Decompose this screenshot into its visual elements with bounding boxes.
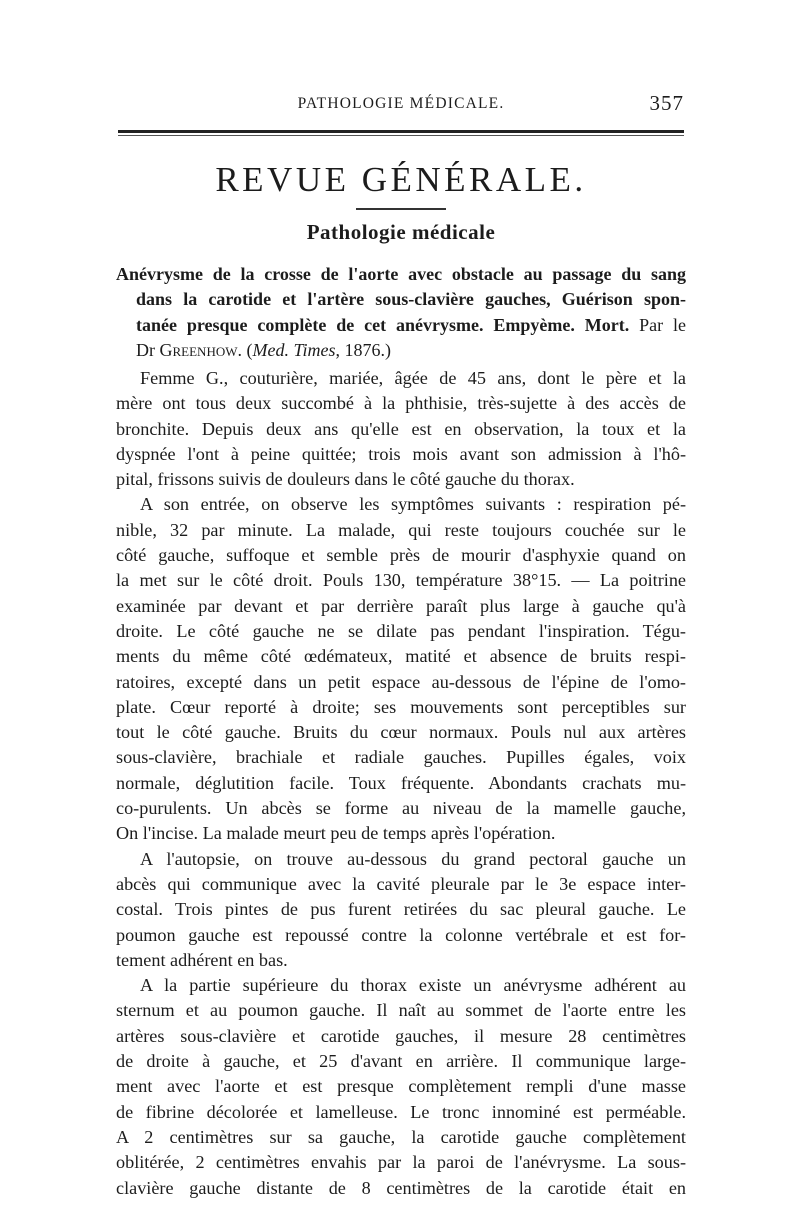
paragraph: [116, 973, 686, 1201]
text-line: Femme G., couturière, mariée, âgée de 45 ans, dont le père et la: [140, 368, 686, 388]
text-line: sternum et au poumon gauche. Il naît au sommet de l'aorte entre les: [116, 1000, 686, 1021]
text-line: A 2 centimètres sur sa gauche, la carotide gauche complètement: [116, 1126, 686, 1147]
text-line: côté gauche, suffoque et semble près de mourir d'asphyxie quand on: [116, 545, 686, 566]
text-line: tout le côté gauche. Bruits du cœur normaux. Pouls nul aux artères: [116, 722, 686, 743]
page-number: 357: [649, 91, 684, 115]
article-title-line: Anévrysme de la crosse de l'aorte avec obstacle au passage du sang: [116, 264, 686, 284]
text-line: la met sur le côté droit. Pouls 130, température 38°15. — La poitrine: [116, 570, 686, 591]
text-line: nible, 32 par minute. La malade, qui reste toujours couchée sur le: [116, 519, 686, 540]
paragraph: [116, 366, 686, 492]
article-title: [116, 262, 686, 363]
text-line: bronchite. Depuis deux ans qu'elle est en observation, la toux et la: [116, 418, 686, 439]
text-line: normale, déglutition facile. Toux fréquente. Abondants crachats mu-: [116, 772, 686, 793]
subsection-title: Pathologie médicale: [306, 220, 496, 244]
title-rule: [356, 208, 446, 210]
text-line: abcès qui communique avec la cavité pleurale par le 3e espace inter-: [116, 873, 686, 894]
text-line: poumon gauche est repoussé contre la colonne vertébrale et est for-: [116, 924, 686, 945]
text-line: sous-clavière, brachiale et radiale gauches. Pupilles égales, voix: [116, 747, 686, 768]
text-line: de fibrine décolorée et lamelleuse. Le tronc innominé est perméable.: [116, 1101, 686, 1122]
article-byline: Dr Greenhow. (Med. Times, 1876.): [136, 339, 391, 360]
text-line: A l'autopsie, on trouve au-dessous du grand pectoral gauche un: [140, 848, 686, 869]
running-title: PATHOLOGIE MÉDICALE.: [297, 95, 505, 112]
running-header: [118, 93, 684, 117]
text-line: pital, frissons suivis de douleurs dans le côté gauche du thorax.: [116, 469, 575, 490]
text-line: oblitérée, 2 centimètres envahis par la paroi de l'anévrysme. La sous-: [116, 1152, 686, 1173]
text-line: ratoires, excepté dans un petit espace au-dessous de l'épine de l'omo-: [116, 671, 686, 692]
text-line: droite. Le côté gauche ne se dilate pas pendant l'inspiration. Tégu-: [116, 620, 686, 641]
text-line: mère ont tous deux succombé à la phthisie, très-sujette à des accès de: [116, 393, 686, 414]
paragraph: [116, 492, 686, 846]
text-line: tement adhérent en bas.: [116, 949, 288, 970]
text-line: co-purulents. Un abcès se forme au niveau de la mamelle gauche,: [116, 798, 686, 819]
text-line: On l'incise. La malade meurt peu de temps après l'opération.: [116, 823, 556, 844]
text-line: artères sous-clavière et carotide gauches, il mesure 28 centimètres: [116, 1025, 686, 1046]
article-title-line: tanée presque complète de cet anévrysme. Empyème. Mort. Par le: [136, 314, 687, 335]
text-line: examinée par devant et par derrière paraît plus large à gauche qu'à: [116, 595, 686, 616]
text-line: ments du même côté œdémateux, matité et absence de bruits respi-: [116, 646, 686, 667]
text-line: A son entrée, on observe les symptômes suivants : respiration pé-: [140, 494, 686, 515]
body-text: [116, 366, 686, 1201]
text-line: clavière gauche distante de 8 centimètres de la carotide était en: [116, 1177, 686, 1198]
paragraph: [116, 847, 686, 973]
byline-journal: Med. Times: [252, 339, 336, 360]
byline-author: Greenhow.: [159, 339, 242, 360]
text-line: plate. Cœur reporté à droite; ses mouvements sont perceptibles sur: [116, 696, 686, 717]
text-line: de droite à gauche, et 25 d'avant en arrière. Il communique large-: [116, 1051, 686, 1072]
header-rule: [118, 130, 684, 136]
text-line: ment avec l'aorte et est presque complètement rempli d'une masse: [116, 1076, 686, 1097]
text-line: costal. Trois pintes de pus furent retirées du sac pleural gauche. Le: [116, 899, 686, 920]
article-title-line: dans la carotide et l'artère sous-clavière gauches, Guérison spon-: [136, 289, 686, 310]
text-line: dyspnée l'ont à peine quittée; trois mois avant son admission à l'hô-: [116, 443, 686, 464]
byline-par: Par le: [639, 314, 687, 335]
section-title: REVUE GÉNÉRALE.: [215, 160, 587, 199]
text-line: A la partie supérieure du thorax existe un anévrysme adhérent au: [140, 975, 686, 996]
